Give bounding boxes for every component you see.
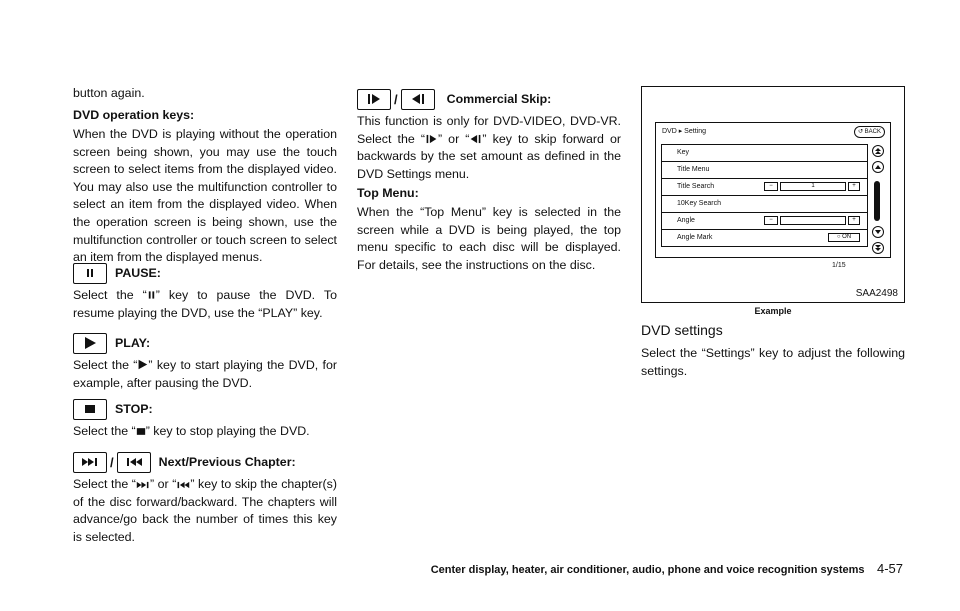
menu-item[interactable] <box>662 179 867 196</box>
commercial-desc <box>357 113 621 183</box>
stop-label: STOP: <box>115 402 153 416</box>
page-footer <box>431 560 903 578</box>
figure-caption: Example <box>754 306 792 316</box>
skip-forward-key <box>357 89 391 110</box>
menu-item-label: Angle Mark <box>677 234 713 241</box>
chapter-heading <box>73 451 296 473</box>
previous-chapter-icon <box>176 481 190 489</box>
stop-heading <box>73 398 153 420</box>
play-desc-post: ” key to start playing the DVD, for example, after pausing the DVD. <box>73 358 337 390</box>
skip-back-icon <box>410 93 426 105</box>
angle-value <box>780 216 846 225</box>
chapter-desc-mid: ” or “ <box>149 477 177 491</box>
angle-mark-value: ON <box>842 234 852 240</box>
commercial-desc-post: ” key to skip forward or backwards by the set amount as defined in the DVD Settings menu. <box>357 131 621 181</box>
stop-key <box>73 399 107 420</box>
chapter-desc-post: ” key to skip the chapter(s) of the disc forward/backward. The chapters will advance/go back the number of times this key is selected. <box>73 477 337 544</box>
pause-icon <box>147 290 156 300</box>
plus-icon[interactable]: + <box>848 216 860 225</box>
next-chapter-icon <box>81 457 99 467</box>
dvd-settings-figure <box>641 86 905 303</box>
settings-menu <box>661 144 868 247</box>
menu-item-label: Title Menu <box>677 166 710 173</box>
play-key <box>73 333 107 354</box>
next-chapter-icon <box>136 481 150 489</box>
back-label: BACK <box>864 129 881 135</box>
commercial-slash: / <box>394 91 398 107</box>
stop-desc <box>73 423 337 441</box>
intro-tail: button again. <box>73 86 145 100</box>
back-button[interactable]: ↺ BACK <box>854 126 885 138</box>
chapter-slash: / <box>110 454 114 470</box>
menu-item-label: Key <box>677 149 690 156</box>
screen-title: DVD ▸ Setting <box>662 128 706 135</box>
figure-code: SAA2498 <box>855 288 898 299</box>
dvd-keys-body: When the DVD is playing without the operation screen being shown, you may use the touch screen to select items from the displayed video. You may also use the multifunction controller to select an item from the displayed video. When the operation screen is being shown, use the multifunction controller or touch screen to select an item from the displayed menus. <box>73 127 337 265</box>
commercial-heading <box>357 88 551 110</box>
pause-desc-pre: Select the “ <box>73 288 147 302</box>
pause-desc <box>73 287 337 322</box>
pause-desc-post: ” key to pause the DVD. To resume playing the DVD, use the “PLAY” key. <box>73 288 337 320</box>
chapter-desc-pre: Select the “ <box>73 477 136 491</box>
page-indicator: 1/15 <box>832 262 846 269</box>
menu-item-label: Title Search <box>677 183 715 190</box>
minus-icon[interactable]: − <box>764 182 778 191</box>
menu-item-label: 10Key Search <box>677 200 721 207</box>
commercial-desc-pre: This function is only for DVD-VIDEO, DVD-VR. Select the “ <box>357 114 621 146</box>
play-icon <box>83 336 97 350</box>
top-menu-heading: Top Menu: <box>357 186 419 200</box>
scroll-up-double-icon[interactable] <box>872 145 884 157</box>
pause-heading <box>73 262 161 284</box>
pause-label: PAUSE: <box>115 266 161 280</box>
scroll-down-double-icon[interactable] <box>872 242 884 254</box>
menu-item-label: Angle <box>677 217 695 224</box>
stop-icon <box>84 404 96 414</box>
commercial-desc-mid: ” or “ <box>437 131 470 146</box>
page-number: 4-57 <box>876 561 903 576</box>
stop-icon <box>136 427 146 436</box>
menu-item[interactable] <box>662 162 867 179</box>
previous-chapter-icon <box>125 457 143 467</box>
top-menu-body: When the “Top Menu” key is selected in the screen while a DVD is being played, the top menu specific to each disc will be displayed. For details, see the instructions on the disc. <box>357 205 621 272</box>
pause-key <box>73 263 107 284</box>
play-label: PLAY: <box>115 336 151 350</box>
menu-item[interactable] <box>662 145 867 162</box>
menu-item[interactable] <box>662 196 867 213</box>
angle-mark-toggle[interactable]: ○ ON <box>828 233 860 242</box>
play-desc <box>73 357 337 392</box>
scrollbar-thumb[interactable] <box>874 181 880 221</box>
skip-forward-icon <box>366 93 382 105</box>
stop-desc-post: ” key to stop playing the DVD. <box>145 424 310 438</box>
skip-forward-icon <box>425 134 438 144</box>
commercial-label: Commercial Skip: <box>446 92 552 106</box>
footer-chapter-title: Center display, heater, air conditioner, audio, phone and voice recognition systems <box>430 564 865 576</box>
next-chapter-key <box>73 452 107 473</box>
section-title: DVD settings <box>641 322 723 338</box>
section-body: Select the “Settings” key to adjust the following settings. <box>641 346 905 378</box>
play-icon <box>137 359 148 370</box>
previous-chapter-key <box>117 452 151 473</box>
scroll-down-icon[interactable] <box>872 226 884 238</box>
chapter-desc <box>73 476 337 546</box>
play-heading <box>73 332 150 354</box>
menu-item[interactable] <box>662 230 867 246</box>
play-desc-pre: Select the “ <box>73 358 138 372</box>
chapter-label: Next/Previous Chapter: <box>158 455 296 469</box>
skip-back-icon <box>469 134 482 144</box>
skip-back-key <box>401 89 435 110</box>
dvd-settings-screen <box>655 122 891 258</box>
scroll-up-icon[interactable] <box>872 161 884 173</box>
title-search-value: 1 <box>780 182 846 191</box>
menu-item[interactable] <box>662 213 867 230</box>
stop-desc-pre: Select the “ <box>73 424 136 438</box>
plus-icon[interactable]: + <box>848 182 860 191</box>
pause-icon <box>85 268 95 278</box>
dvd-keys-heading: DVD operation keys: <box>73 108 195 122</box>
minus-icon[interactable]: − <box>764 216 778 225</box>
